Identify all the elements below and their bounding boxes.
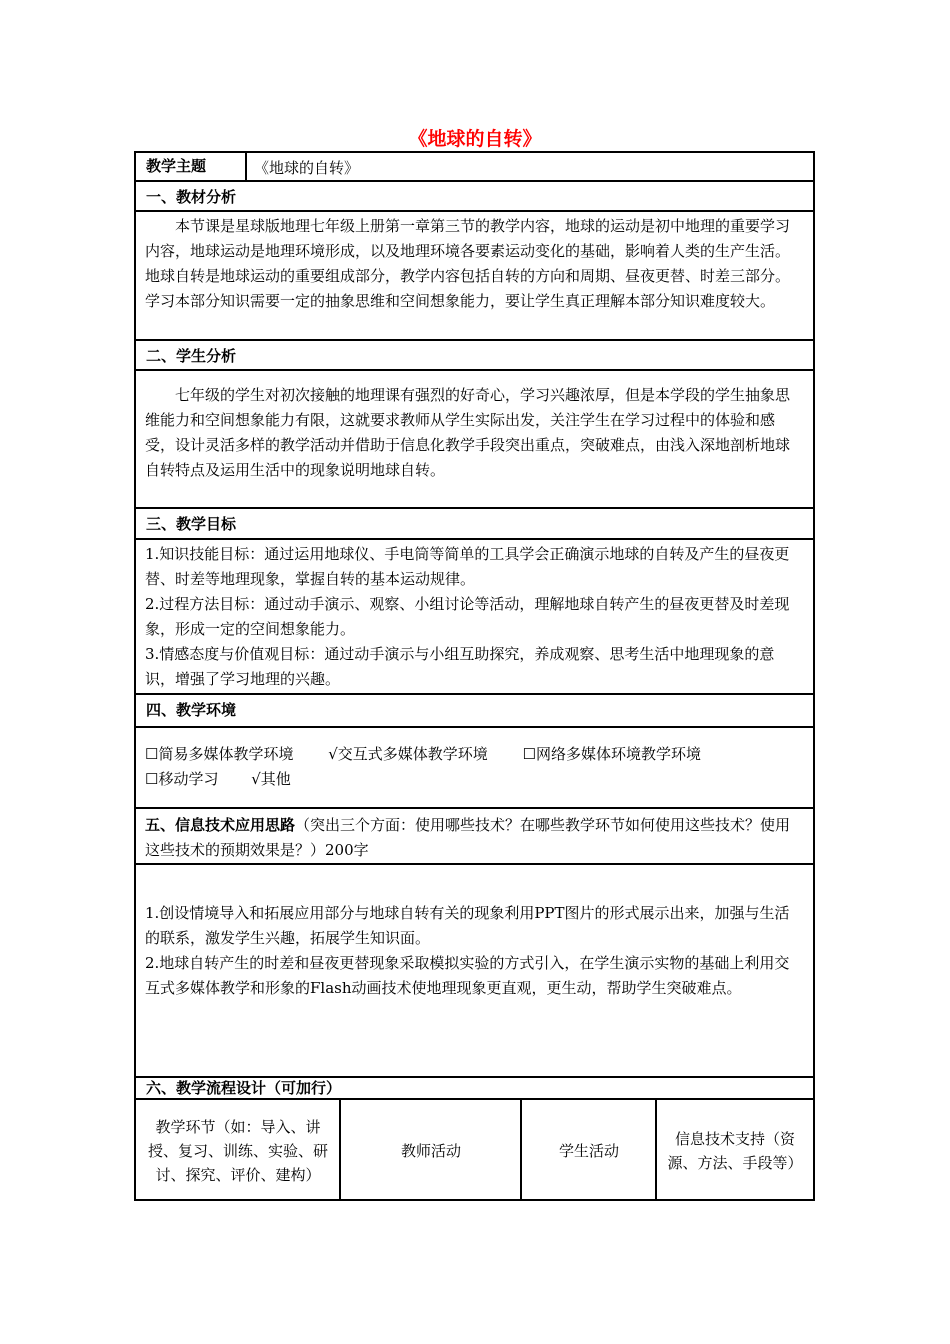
section-2-heading: 二、学生分析 [136, 341, 813, 371]
goal-item: 2.过程方法目标：通过动手演示、观察、小组讨论等活动，理解地球自转产生的昼夜更替及时差现象，形成一定的空间想象能力。 [145, 595, 790, 638]
section-5-note: （突出三个方面：使用哪些技术？在哪些教学环节如何使用这些技术？使用这些技术的预期效果是？）200字 [145, 816, 791, 859]
flow-table-header [136, 1100, 813, 1201]
section-5-header [136, 809, 813, 865]
column-stage: 教学环节（如：导入、讲授、复习、训练、实验、研讨、探究、评价、建构） [147, 1117, 328, 1184]
env-option-mobile: ☐移动学习 [145, 770, 219, 788]
column-teacher: 教师活动 [400, 1141, 461, 1160]
topic-label: 教学主题 [146, 157, 207, 175]
goal-item: 1.知识技能目标：通过运用地球仪、手电筒等简单的工具学会正确演示地球的自转及产生的昼夜更替、时差等地理现象，掌握自转的基本运动规律。 [145, 545, 790, 588]
section-3-body [136, 540, 813, 695]
section-1-heading: 一、教材分析 [136, 182, 813, 212]
environment-options [136, 728, 813, 792]
column-tech-support: 信息技术支持（资源、方法、手段等） [667, 1129, 803, 1172]
column-divider [655, 1100, 657, 1201]
topic-value: 《地球的自转》 [254, 159, 360, 177]
env-option-other: √其他 [251, 770, 291, 788]
env-option-simple: ☐简易多媒体教学环境 [145, 745, 294, 763]
goal-item: 3.情感态度与价值观目标：通过动手演示与小组互助探究，养成观察、思考生活中地理现象的意识，增强了学习地理的兴趣。 [145, 645, 775, 688]
column-student: 学生活动 [558, 1141, 619, 1160]
section-5-heading: 五、信息技术应用思路 [145, 816, 296, 834]
lesson-plan-table [134, 151, 815, 1201]
section-4-heading: 四、教学环境 [136, 695, 813, 728]
section-2-body [136, 371, 813, 509]
tech-item: 2.地球自转产生的时差和昼夜更替现象采取模拟实验的方式引入，在学生演示实物的基础上利用交互式多媒体教学和形象的Flash动画技术使地理现象更直观，更生动，帮助学生突破难点。 [145, 954, 790, 997]
section-1-text: 本节课是星球版地理七年级上册第一章第三节的教学内容，地球的运动是初中地理的重要学习内容，地球运动是地理环境形成，以及地理环境各要素运动变化的基础，影响着人类的生产生活。地球自转是地球运动的重要组成部分，教学内容包括自转的方向和周期、昼夜更替、时差三部分。学习本部分知识需要一定的抽象思维和空间想象能力，要让学生真正理解本部分知识难度较大。 [145, 217, 791, 310]
section-5-body [136, 865, 813, 1078]
section-3-heading: 三、教学目标 [136, 509, 813, 540]
section-2-text: 七年级的学生对初次接触的地理课有强烈的好奇心，学习兴趣浓厚，但是本学段的学生抽象思维能力和空间想象能力有限，这就要求教师从学生实际出发，关注学生在学习过程中的体验和感受，设计灵活多样的教学活动并借助于信息化教学手段突出重点，突破难点，由浅入深地剖析地球自转特点及运用生活中的现象说明地球自转。 [145, 386, 791, 479]
tech-item: 1.创设情境导入和拓展应用部分与地球自转有关的现象利用PPT图片的形式展示出来，加强与生活的联系，激发学生兴趣，拓展学生知识面。 [145, 904, 790, 947]
topic-row [136, 153, 813, 182]
section-6-heading: 六、教学流程设计（可加行） [136, 1078, 813, 1100]
section-1-body [136, 212, 813, 341]
env-option-interactive: √交互式多媒体教学环境 [328, 745, 488, 763]
env-option-network: ☐网络多媒体环境教学环境 [522, 745, 702, 763]
document-title: 《地球的自转》 [408, 128, 542, 150]
topic-divider [245, 153, 247, 180]
section-4-body [136, 728, 813, 809]
